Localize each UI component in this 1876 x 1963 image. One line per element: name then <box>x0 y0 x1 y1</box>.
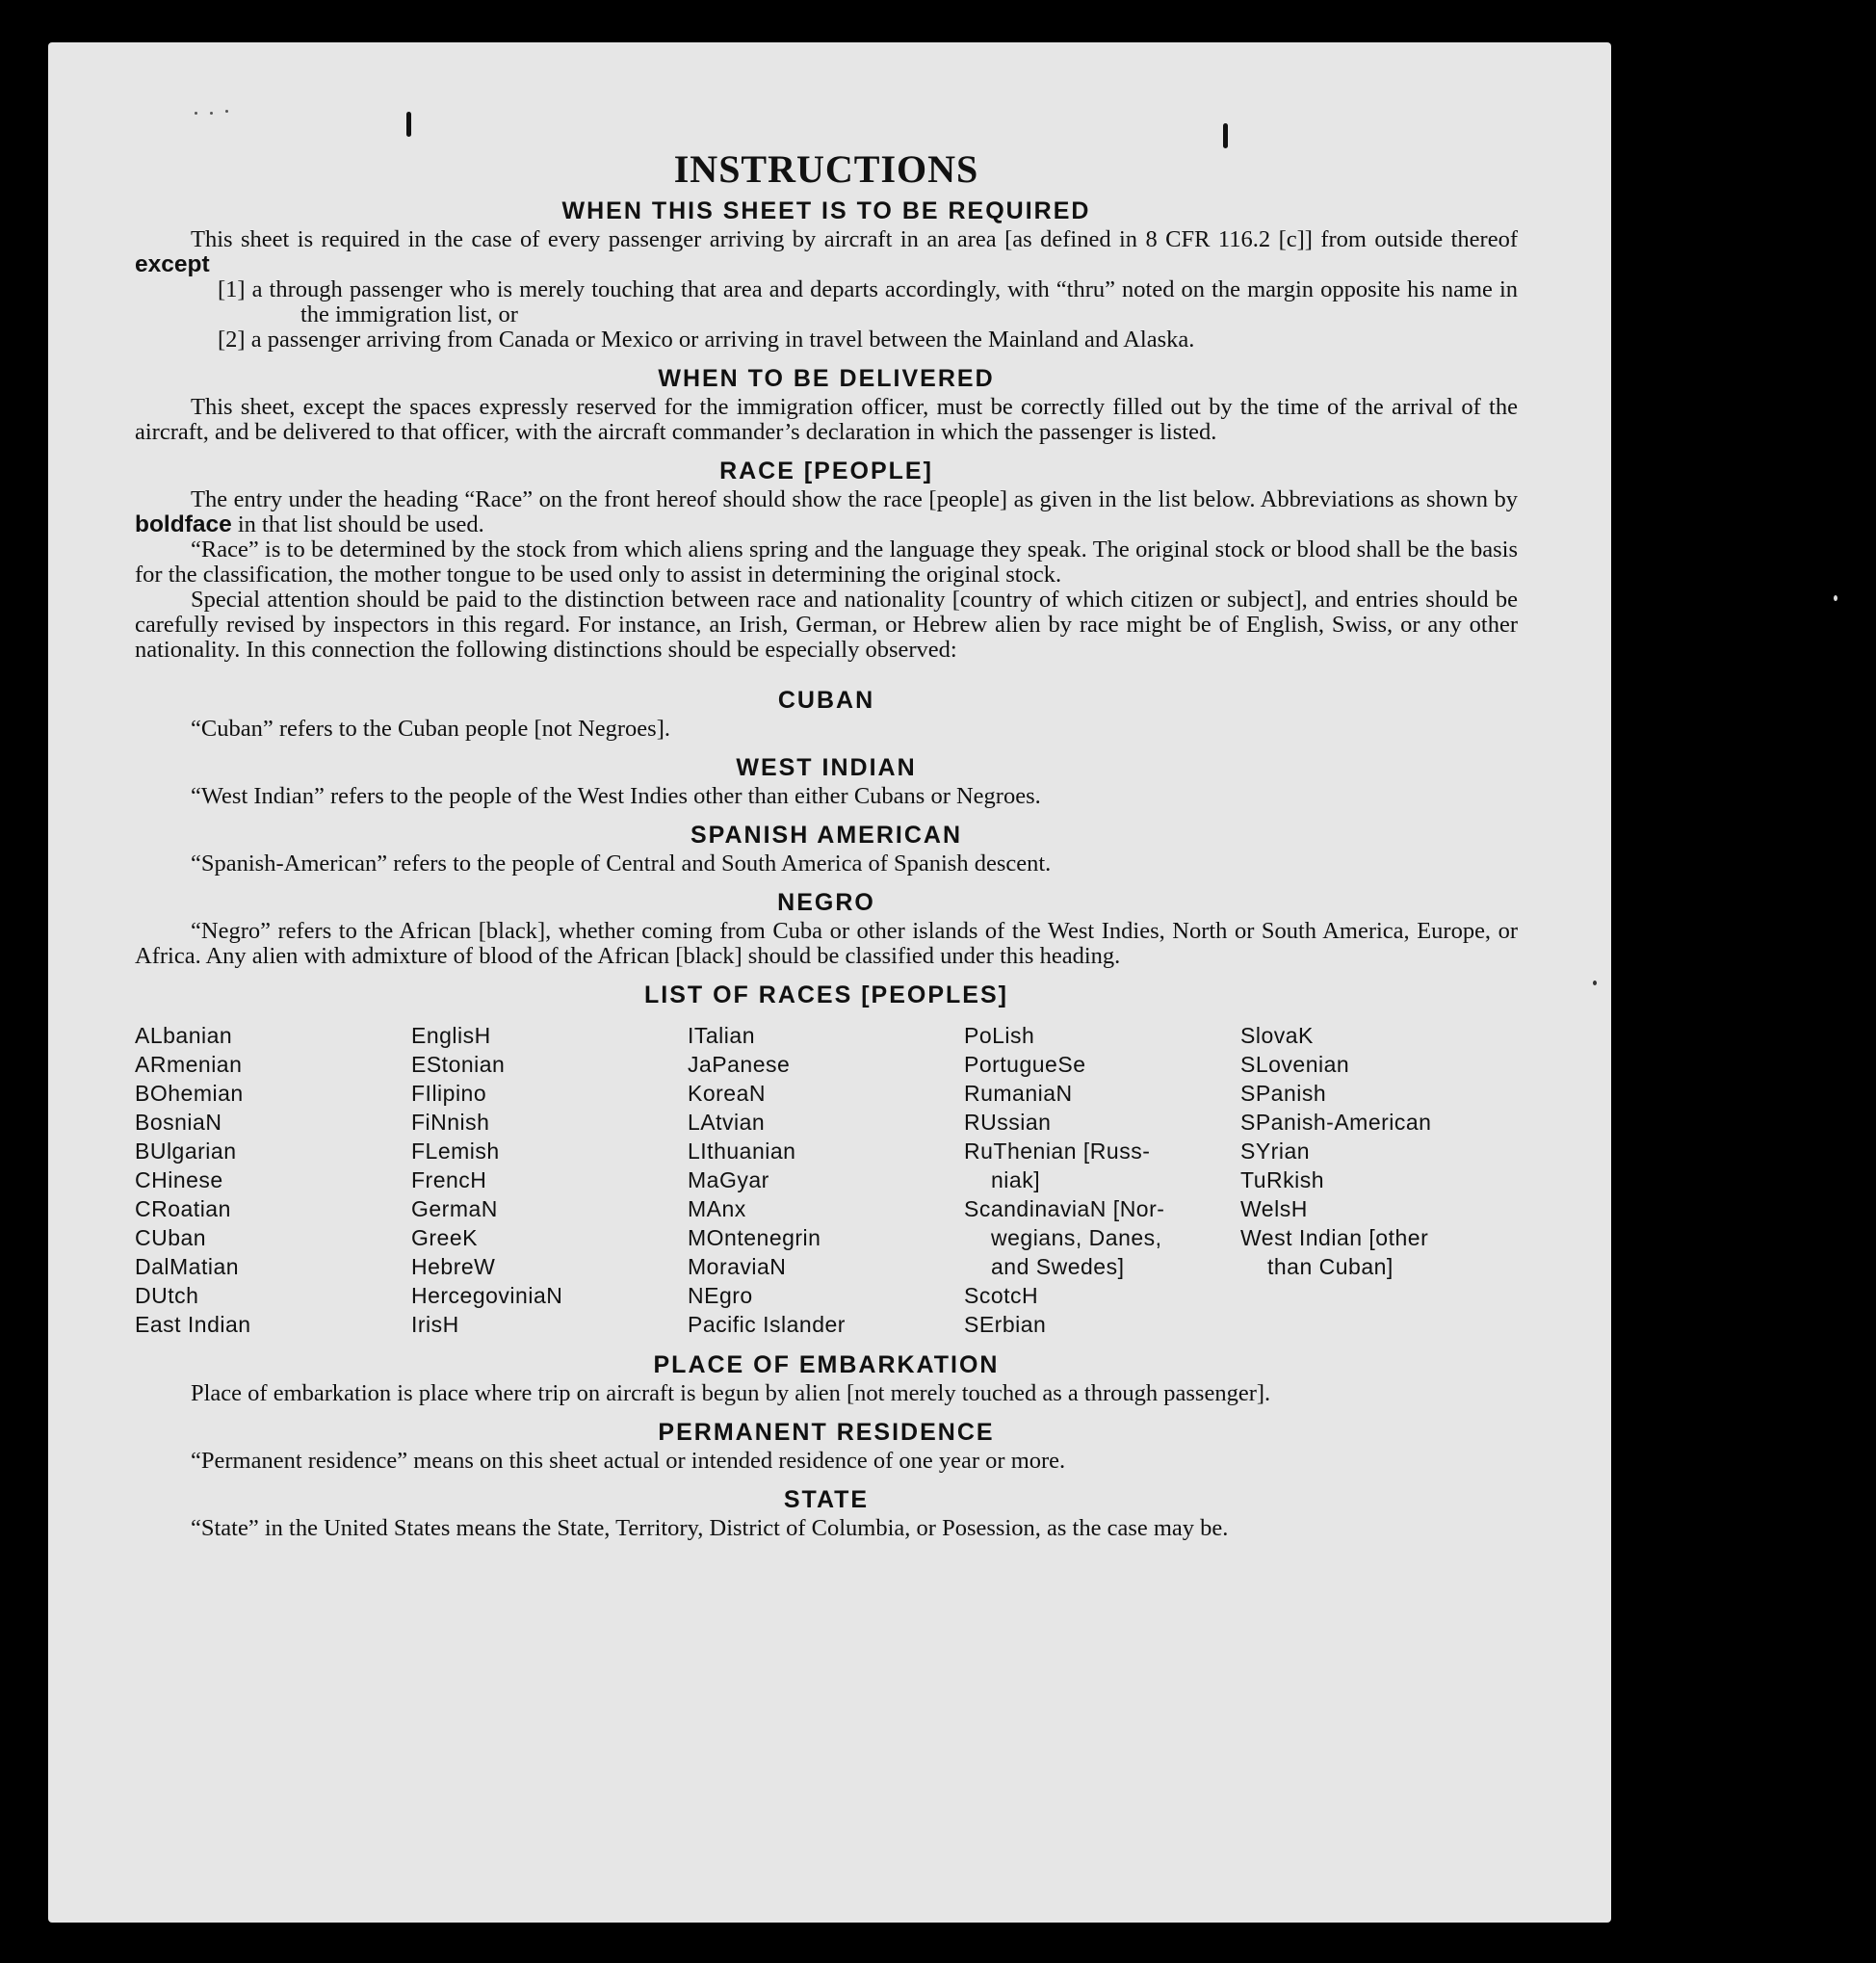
paragraph-race-3: Special attention should be paid to the distinction between race and nationality [country of which citizen or subject], and entries should be carefully revised by inspectors in this regard. For instance, an Irish, German, or Hebrew alien by race might be of English, Swiss, or any other nationality. In this connection the following distinctions should be especially observed: <box>135 587 1518 663</box>
race-item-continuation: than Cuban] <box>1267 1254 1394 1279</box>
races-column-5 <box>1240 1021 1517 1339</box>
race-item: DUtch <box>135 1283 199 1308</box>
race-item: BOhemian <box>135 1081 244 1106</box>
paragraph-cuban: “Cuban” refers to the Cuban people [not Negroes]. <box>191 716 670 742</box>
race-item: EStonian <box>411 1052 506 1077</box>
races-column-3 <box>688 1021 964 1339</box>
race-item: BosniaN <box>135 1110 222 1135</box>
paragraph-spanish-american: “Spanish-American” refers to the people of Central and South America of Spanish descent. <box>191 851 1052 877</box>
dust-speck <box>1834 595 1837 601</box>
race-1-text-a: The entry under the heading “Race” on the front hereof should show the race [people] as given in the list below. Abbreviations as shown by <box>191 486 1518 512</box>
heading-place-of-embarkation: PLACE OF EMBARKATION <box>653 1351 1000 1378</box>
race-item: MOntenegrin <box>688 1225 821 1250</box>
race-item: RumaniaN <box>964 1081 1073 1106</box>
race-item: CRoatian <box>135 1196 231 1221</box>
paragraph-required <box>135 227 1518 277</box>
exception-item-1: [1] a through passenger who is merely touching that area and departs accordingly, with “thru” noted on the margin opposite his name in the immigration list, or <box>218 276 1518 327</box>
race-item: MAnx <box>688 1196 746 1221</box>
race-item: KoreaN <box>688 1081 766 1106</box>
race-item: SlovaK <box>1240 1023 1314 1048</box>
paragraph-residence: “Permanent residence” means on this sheet actual or intended residence of one year or more. <box>191 1448 1066 1474</box>
race-item: Pacific Islander <box>688 1312 846 1337</box>
punch-mark-left <box>406 112 411 137</box>
race-item: BUlgarian <box>135 1139 237 1164</box>
race-item: LIthuanian <box>688 1139 796 1164</box>
heading-negro: NEGRO <box>777 889 875 916</box>
race-item: FrencH <box>411 1167 487 1192</box>
heading-when-required: WHEN THIS SHEET IS TO BE REQUIRED <box>561 197 1091 224</box>
paragraph-required-text: This sheet is required in the case of every passenger arriving by aircraft in an area [as defined in 8 CFR 116.2 [c]] from outside thereof <box>191 226 1518 252</box>
race-item: MoraviaN <box>688 1254 787 1279</box>
race-item: HebreW <box>411 1254 496 1279</box>
race-item: EnglisH <box>411 1023 491 1048</box>
race-item: ALbanian <box>135 1023 233 1048</box>
heading-spanish-american: SPANISH AMERICAN <box>690 822 962 849</box>
race-item-continuation: niak] <box>991 1167 1041 1192</box>
paragraph-race-1 <box>135 487 1518 537</box>
race-item: SPanish-American <box>1240 1110 1432 1135</box>
instructions-content <box>135 144 1518 1541</box>
heading-west-indian: WEST INDIAN <box>736 754 917 781</box>
races-column-1 <box>135 1021 411 1339</box>
race-item-continuation: and Swedes] <box>991 1254 1125 1279</box>
races-column-2 <box>411 1021 688 1339</box>
race-item: SYrian <box>1240 1139 1311 1164</box>
dust-speck <box>225 110 228 113</box>
race-item: TuRkish <box>1240 1167 1324 1192</box>
race-item: West Indian [other <box>1240 1225 1429 1250</box>
paragraph-state: “State” in the United States means the State, Territory, District of Columbia, or Posession, as the case may be. <box>191 1515 1229 1541</box>
race-item: FLemish <box>411 1139 500 1164</box>
race-item: RuThenian [Russ- <box>964 1139 1151 1164</box>
heading-when-delivered: WHEN TO BE DELIVERED <box>658 365 995 392</box>
race-item: FiNnish <box>411 1110 490 1135</box>
heading-list-of-races: LIST OF RACES [PEOPLES] <box>644 982 1008 1008</box>
race-item: CUban <box>135 1225 207 1250</box>
boldface-keyword: boldface <box>135 511 232 537</box>
race-item: DalMatian <box>135 1254 240 1279</box>
race-item: ITalian <box>688 1023 755 1048</box>
race-item: GreeK <box>411 1225 478 1250</box>
exception-item-2: [2] a passenger arriving from Canada or Mexico or arriving in travel between the Mainland and Alaska. <box>218 327 1195 353</box>
race-item: GermaN <box>411 1196 498 1221</box>
heading-cuban: CUBAN <box>777 687 875 714</box>
race-item: HercegoviniaN <box>411 1283 563 1308</box>
race-item: ScotcH <box>964 1283 1039 1308</box>
paragraph-race-2: “Race” is to be determined by the stock from which aliens spring and the language they speak. The original stock or blood shall be the basis for the classification, the mother tongue to be used only to assist in determining the original stock. <box>135 537 1518 588</box>
race-item: MaGyar <box>688 1167 769 1192</box>
race-item: PortugueSe <box>964 1052 1086 1077</box>
race-item: SLovenian <box>1240 1052 1350 1077</box>
races-column-4 <box>964 1021 1240 1339</box>
race-item: SPanish <box>1240 1081 1327 1106</box>
except-keyword: except <box>135 251 210 277</box>
race-item: East Indian <box>135 1312 251 1337</box>
dust-speck <box>195 112 197 115</box>
race-item: IrisH <box>411 1312 459 1337</box>
race-item: FIlipino <box>411 1081 487 1106</box>
race-item: RUssian <box>964 1110 1052 1135</box>
race-item: LAtvian <box>688 1110 766 1135</box>
races-list <box>135 1021 1518 1339</box>
race-item-continuation: wegians, Danes, <box>991 1225 1162 1250</box>
dust-speck <box>1593 981 1597 985</box>
heading-permanent-residence: PERMANENT RESIDENCE <box>658 1419 995 1446</box>
race-item: PoLish <box>964 1023 1035 1048</box>
paragraph-embarkation: Place of embarkation is place where trip on aircraft is begun by alien [not merely touched as a through passenger]. <box>191 1380 1271 1406</box>
race-item: ScandinaviaN [Nor- <box>964 1196 1165 1221</box>
race-1-text-b: in that list should be used. <box>231 511 484 537</box>
race-item: SErbian <box>964 1312 1047 1337</box>
heading-state: STATE <box>783 1486 870 1513</box>
race-item: NEgro <box>688 1283 753 1308</box>
heading-race: RACE [PEOPLE] <box>719 458 933 484</box>
race-item: JaPanese <box>688 1052 791 1077</box>
paragraph-delivered: This sheet, except the spaces expressly reserved for the immigration officer, must be correctly filled out by the time of the arrival of the aircraft, and be delivered to that officer, with the aircraft commander’s declaration in which the passenger is listed. <box>135 394 1518 445</box>
paragraph-west-indian: “West Indian” refers to the people of the West Indies other than either Cubans or Negroes. <box>191 783 1041 809</box>
race-item: WelsH <box>1240 1196 1308 1221</box>
page-title: INSTRUCTIONS <box>673 147 979 191</box>
race-item: CHinese <box>135 1167 223 1192</box>
dust-speck <box>210 112 213 115</box>
race-item: ARmenian <box>135 1052 243 1077</box>
paragraph-negro: “Negro” refers to the African [black], whether coming from Cuba or other islands of the West Indies, North or South America, Europe, or Africa. Any alien with admixture of blood of the African [black] should be classified under this heading. <box>135 918 1518 969</box>
